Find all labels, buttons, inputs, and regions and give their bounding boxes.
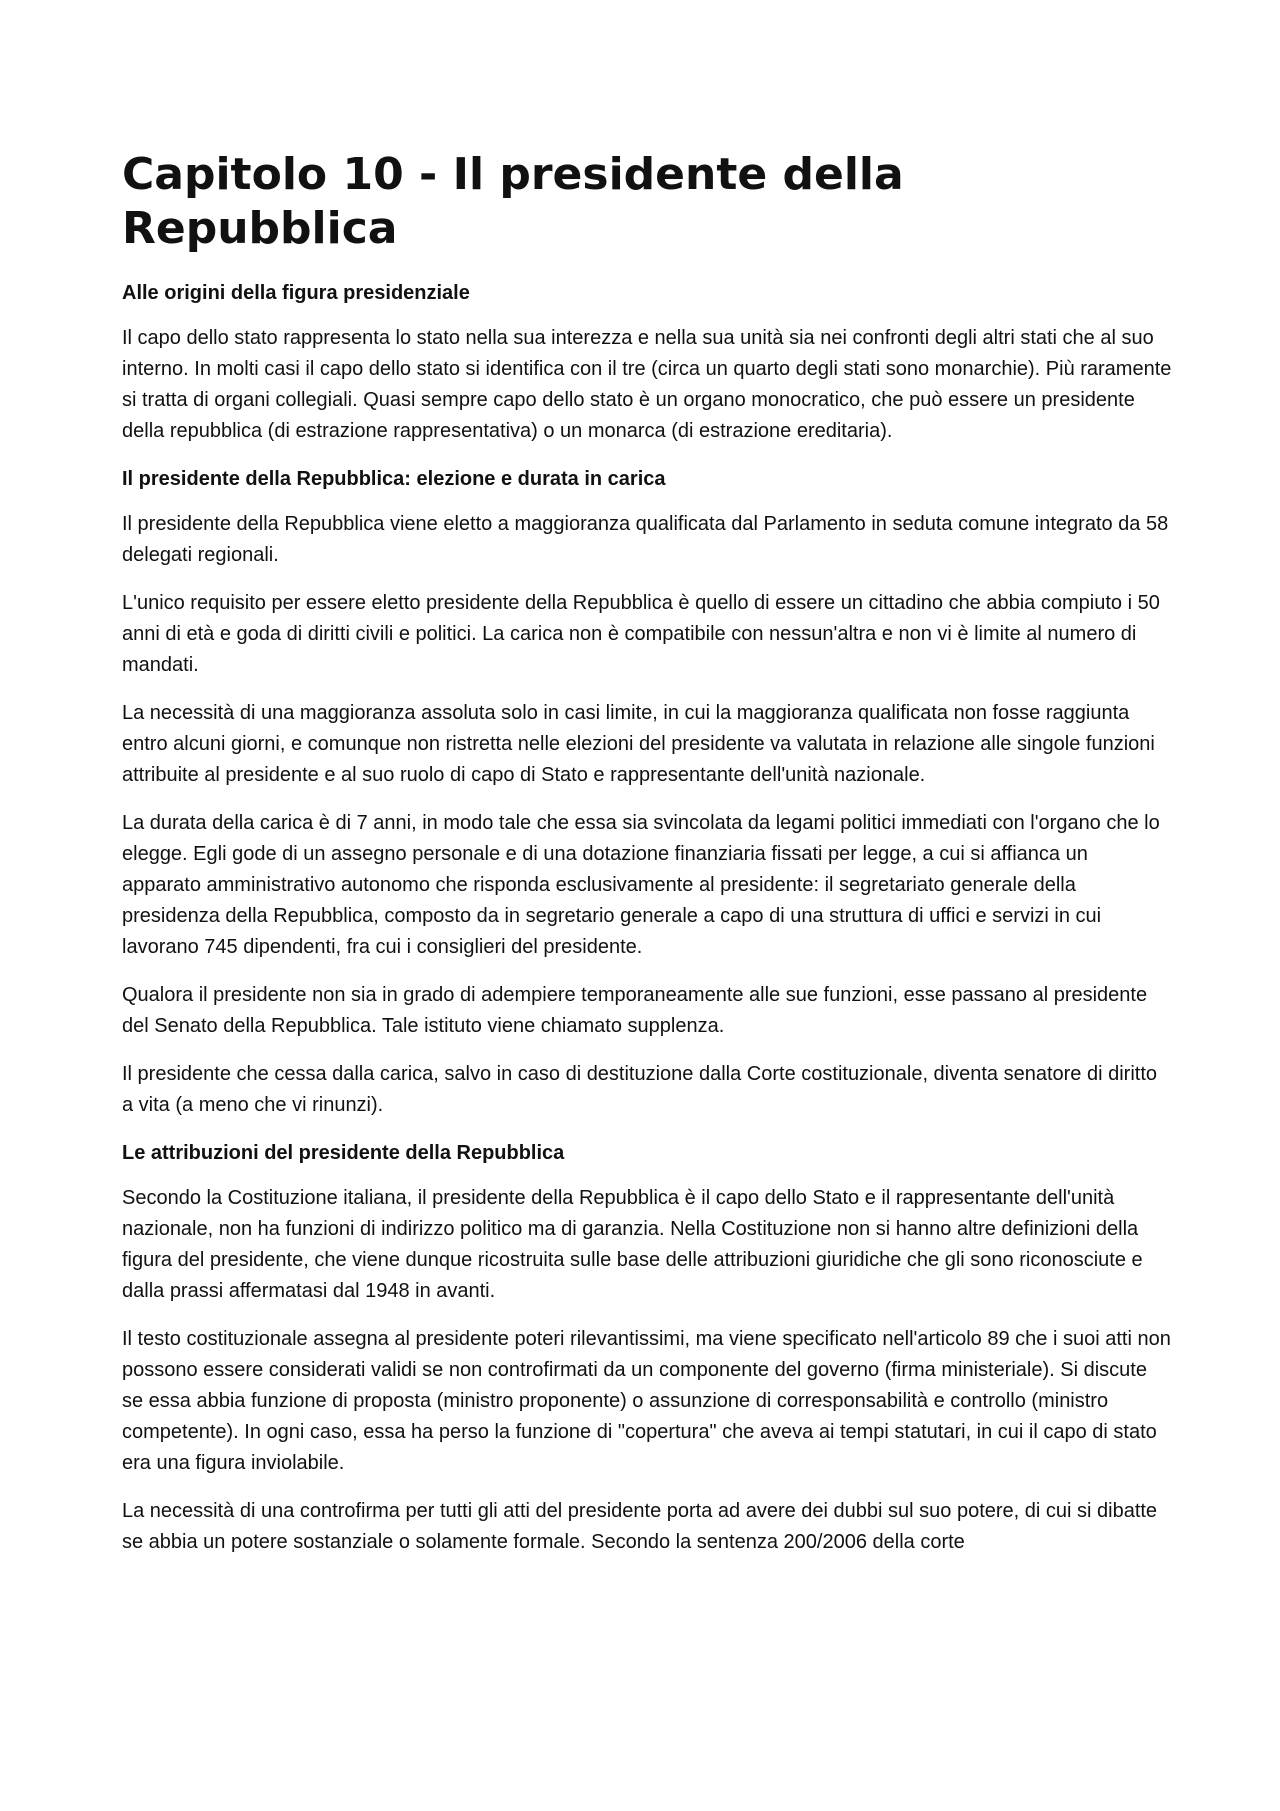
paragraph: Secondo la Costituzione italiana, il presidente della Repubblica è il capo dello Stato e il rappresentante dell'unità nazionale, non ha funzioni di indirizzo politico ma di garanzia. Nella Costituzione non si hanno altre definizioni della figura del presidente, che viene dunque ricostruita sulle base delle attribuzioni giuridiche che gli sono riconosciute e dalla prassi affermatasi dal 1948 in avanti. bbox=[122, 1187, 1143, 1302]
paragraph: Il presidente che cessa dalla carica, salvo in caso di destituzione dalla Corte costituzionale, diventa senatore di diritto a vita (a meno che vi rinunzi). bbox=[122, 1063, 1158, 1116]
section-heading: Le attribuzioni del presidente della Repubblica bbox=[122, 1142, 565, 1164]
paragraph: Qualora il presidente non sia in grado di adempiere temporaneamente alle sue funzioni, esse passano al presidente del Senato della Repubblica. Tale istituto viene chiamato supplenza. bbox=[122, 984, 1148, 1037]
paragraph: La necessità di una controfirma per tutti gli atti del presidente porta ad avere dei dubbi sul suo potere, di cui si dibatte se abbia un potere sostanziale o solamente formale. Secondo la sentenza 200/2006 della corte bbox=[122, 1500, 1158, 1553]
document-page bbox=[122, 148, 1172, 1575]
paragraph: La necessità di una maggioranza assoluta solo in casi limite, in cui la maggioranza qualificata non fosse raggiunta entro alcuni giorni, e comunque non ristretta nelle elezioni del presidente va valutata in relazione alle singole funzioni attribuite al presidente e al suo ruolo di capo di Stato e rappresentante dell'unità nazionale. bbox=[122, 702, 1155, 786]
paragraph: Il testo costituzionale assegna al presidente poteri rilevantissimi, ma viene specificato nell'articolo 89 che i suoi atti non possono essere considerati validi se non controfirmati da un componente del governo (firma ministeriale). Si discute se essa abbia funzione di proposta (ministro proponente) o assunzione di corresponsabilità e controllo (ministro competente). In ogni caso, essa ha perso la funzione di "copertura" che aveva ai tempi statutari, in cui il capo di stato era una figura inviolabile. bbox=[122, 1328, 1171, 1474]
section-heading: Il presidente della Repubblica: elezione e durata in carica bbox=[122, 468, 666, 490]
paragraph: Il capo dello stato rappresenta lo stato nella sua interezza e nella sua unità sia nei confronti degli altri stati che al suo interno. In molti casi il capo dello stato si identifica con il tre (circa un quarto degli stati sono monarchie). Più raramente si tratta di organi collegiali. Quasi sempre capo dello stato è un organo monocratico, che può essere un presidente della repubblica (di estrazione rappresentativa) o un monarca (di estrazione ereditaria). bbox=[122, 327, 1172, 442]
paragraph: L'unico requisito per essere eletto presidente della Repubblica è quello di essere un cittadino che abbia compiuto i 50 anni di età e goda di diritti civili e politici. La carica non è compatibile con nessun'altra e non vi è limite al numero di mandati. bbox=[122, 592, 1160, 676]
section-heading: Alle origini della figura presidenziale bbox=[122, 282, 470, 304]
paragraph: Il presidente della Repubblica viene eletto a maggioranza qualificata dal Parlamento in seduta comune integrato da 58 delegati regionali. bbox=[122, 513, 1169, 566]
document-title: Capitolo 10 - Il presidente della Repubblica bbox=[122, 149, 904, 254]
paragraph: La durata della carica è di 7 anni, in modo tale che essa sia svincolata da legami politici immediati con l'organo che lo elegge. Egli gode di un assegno personale e di una dotazione finanziaria fissati per legge, a cui si affianca un apparato amministrativo autonomo che risponda esclusivamente al presidente: il segretariato generale della presidenza della Repubblica, composto da in segretario generale a capo di una struttura di uffici e servizi in cui lavorano 745 dipendenti, fra cui i consiglieri del presidente. bbox=[122, 812, 1160, 958]
